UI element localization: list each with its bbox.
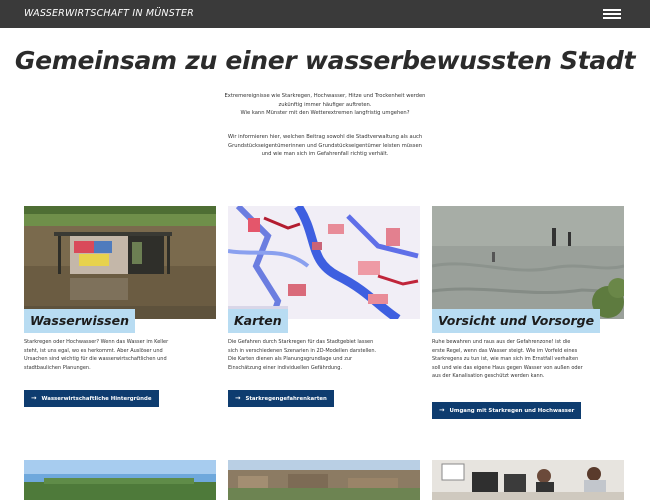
arrow-right-icon: →: [31, 394, 37, 402]
button-label: Wasserwirtschaftliche Hintergründe: [41, 396, 152, 402]
river-landscape-photo[interactable]: [24, 460, 216, 500]
top-bar: [0, 0, 650, 28]
card-title: Wasserwissen: [24, 309, 135, 333]
flooded-bus-stop-photo[interactable]: [24, 206, 216, 319]
desc-line: Starkregens zu tun ist, wie man sich im Ernstfall verhalten: [432, 356, 579, 363]
intro-line: und wie man sich im Gefahrenfall richtig verhält.: [261, 151, 389, 157]
intro-paragraph-2: [185, 133, 465, 159]
desc-line: Starkregen oder Hochwasser? Wenn das Wasser im Keller: [24, 339, 169, 345]
desc-line: stadtbaulichen Planungen.: [24, 364, 91, 371]
desc-line: Ruhe bewahren und raus aus der Gefahrenzone! ist die: [432, 339, 571, 345]
hamburger-menu-icon[interactable]: [600, 6, 626, 22]
desc-line: steht, ist uns egal, wo es herkommt. Aber Auslöser und: [24, 347, 163, 354]
button-label: Starkregengefahrenkarten: [245, 396, 327, 402]
menu-line: [603, 13, 621, 15]
desc-line: Ursachen sind wichtig für die wasserwirtschaftlichen und: [24, 356, 167, 363]
wasserwirtschaft-button[interactable]: [24, 390, 159, 407]
intro-line: Wie kann Münster mit den Wetterextremen langfristig umgehen?: [240, 110, 410, 116]
flood-hazard-map-image[interactable]: [228, 206, 420, 319]
desc-line: soll und wie das eigene Haus gegen Wasser von außen oder: [432, 364, 583, 371]
city-aerial-photo[interactable]: [228, 460, 420, 500]
starkregengefahrenkarten-button[interactable]: [228, 390, 334, 407]
card-title: Karten: [228, 309, 288, 333]
site-brand[interactable]: WASSERWIRTSCHAFT IN MÜNSTER: [24, 8, 194, 19]
flooded-field-photo[interactable]: [432, 206, 624, 319]
desc-line: Die Karten dienen als Planungsgrundlage und zur: [228, 356, 353, 363]
card-description: [24, 338, 216, 372]
card-description: [432, 338, 624, 381]
menu-line: [603, 9, 621, 11]
arrow-right-icon: →: [439, 406, 445, 414]
page-title: Gemeinsam zu einer wasserbewussten Stadt: [14, 46, 636, 75]
intro-line: Extremereignisse wie Starkregen, Hochwasser, Hitze und Trockenheit werden: [224, 93, 426, 99]
intro-paragraph-1: [185, 92, 465, 118]
desc-line: sich in verschiedenen Szenarien in 2D-Modellen darstellen.: [228, 347, 377, 354]
button-label: Umgang mit Starkregen und Hochwasser: [449, 408, 575, 414]
intro-line: Wir informieren hier, welchen Beitrag sowohl die Stadtverwaltung als auch: [227, 134, 423, 140]
desc-line: aus der Kanalisation geschützt werden kann.: [432, 373, 545, 380]
arrow-right-icon: →: [235, 394, 241, 402]
office-workers-photo[interactable]: [432, 460, 624, 500]
desc-line: erste Regel, wenn das Wasser steigt. Wie im Vorfeld eines: [432, 347, 578, 354]
desc-line: Die Gefahren durch Starkregen für das Stadtgebiet lassen: [228, 339, 374, 345]
intro-line: Grundstückseigentümerinnen und Grundstückseigentümer leisten müssen: [228, 142, 422, 149]
card-title: Vorsicht und Vorsorge: [432, 309, 600, 333]
umgang-starkregen-button[interactable]: [432, 402, 581, 419]
desc-line: Einschätzung einer individuellen Gefährdung.: [228, 364, 343, 371]
intro-line: zukünftig immer häufiger auftreten.: [278, 101, 372, 108]
menu-line: [603, 17, 621, 19]
card-description: [228, 338, 420, 372]
